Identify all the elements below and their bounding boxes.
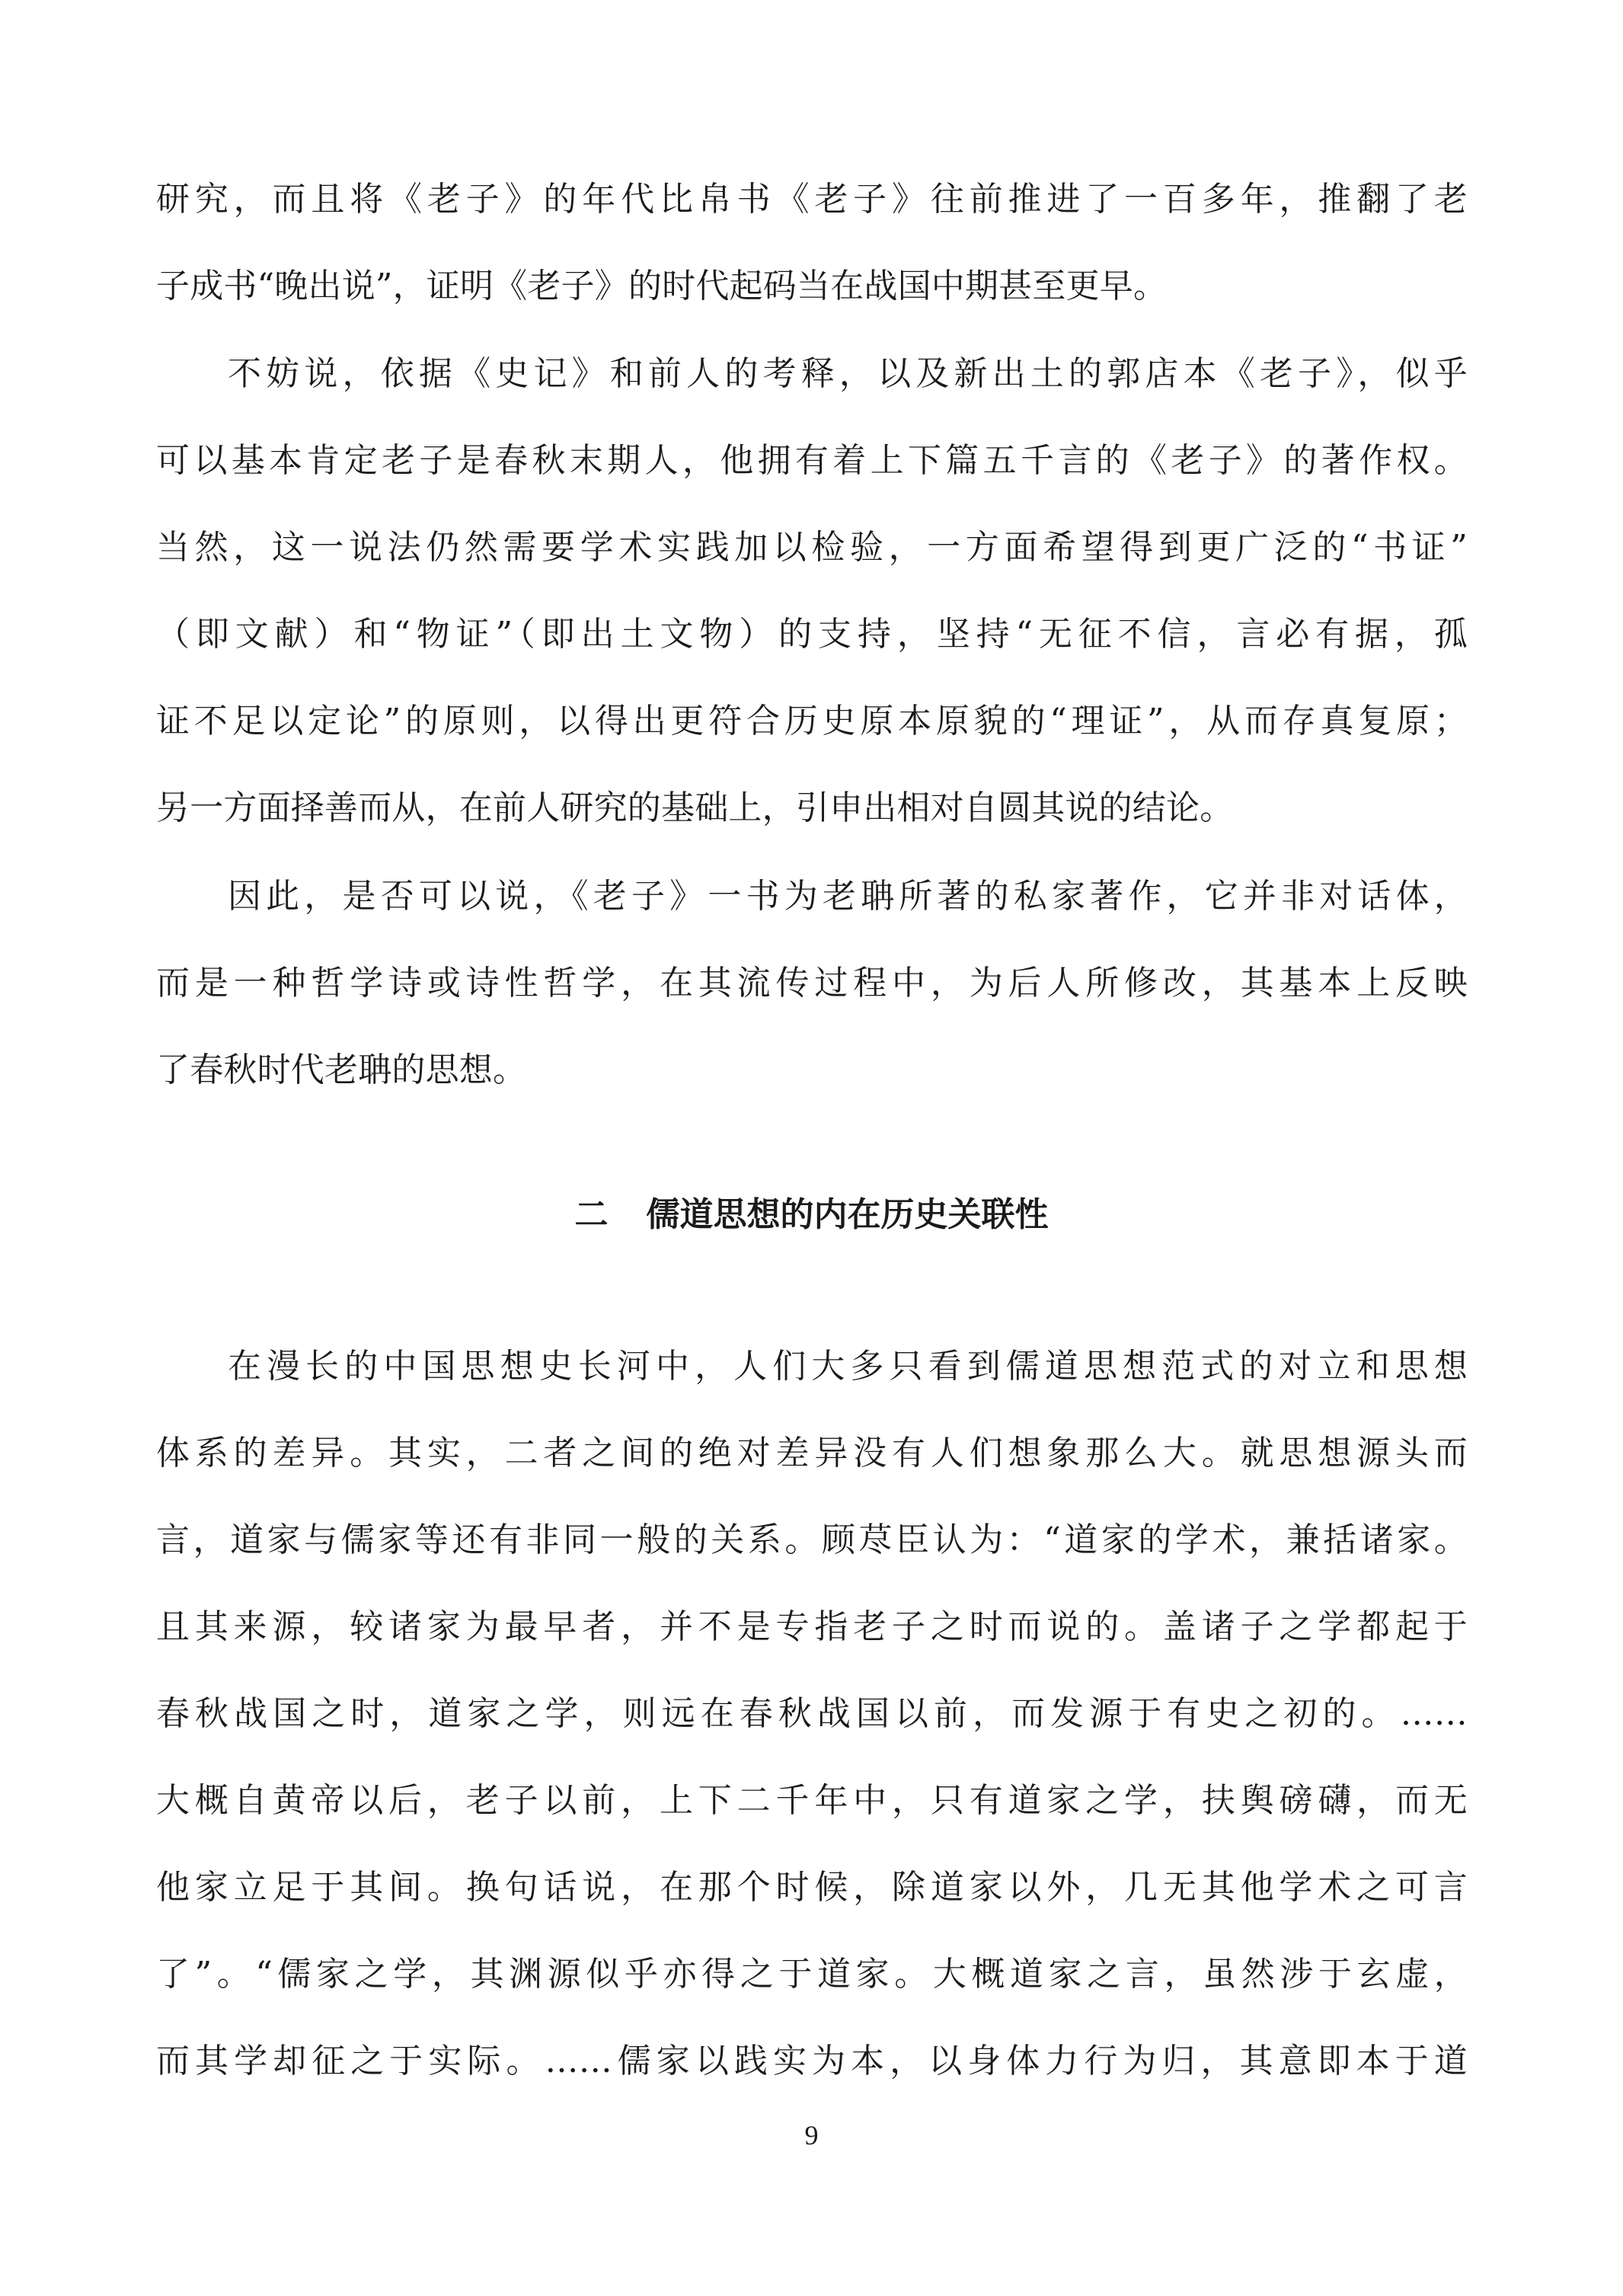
text-line: 大概自黄帝以后，老子以前，上下二千年中，只有道家之学，扶舆磅礴，而无 — [156, 1781, 1468, 1820]
text-line: 而其学却征之于实际。……儒家以践实为本，以身体力行为归，其意即本于道 — [156, 2042, 1468, 2080]
text-line: 而是一种哲学诗或诗性哲学，在其流传过程中，为后人所修改，其基本上反映 — [156, 964, 1468, 1003]
paragraph — [156, 1323, 1468, 2105]
text-line: 研究，而且将《老子》的年代比帛书《老子》往前推进了一百多年，推翻了老 — [156, 180, 1468, 219]
text-line: （即文献）和“物证”（即出土文物）的支持，坚持“无征不信，言必有据，孤 — [156, 615, 1468, 654]
text-line: 因此，是否可以说，《老子》一书为老聃所著的私家著作，它并非对话体， — [228, 877, 1468, 916]
text-line: 了春秋时代老聃的思想。 — [156, 1050, 527, 1089]
text-line: 可以基本肯定老子是春秋末期人，他拥有着上下篇五千言的《老子》的著作权。 — [156, 441, 1468, 480]
text-line: 在漫长的中国思想史长河中，人们大多只看到儒道思想范式的对立和思想 — [228, 1347, 1468, 1386]
paragraph — [156, 853, 1468, 1114]
text-line: 另一方面择善而从，在前人研究的基础上，引申出相对自圆其说的结论。 — [156, 788, 1234, 827]
text-line: 了”。“儒家之学，其渊源似乎亦得之于道家。大概道家之言，虽然涉于玄虚， — [156, 1955, 1468, 1994]
section-heading — [0, 1185, 1623, 1246]
text-line: 春秋战国之时，道家之学，则远在春秋战国以前，而发源于有史之初的。…… — [156, 1694, 1468, 1733]
text-line: 证不足以定论”的原则，以得出更符合历史原本原貌的“理证”，从而存真复原； — [156, 702, 1468, 740]
text-line: 且其来源，较诸家为最早者，并不是专指老子之时而说的。盖诸子之学都起于 — [156, 1607, 1468, 1646]
text-line: 子成书“晚出说”，证明《老子》的时代起码当在战国中期甚至更早。 — [156, 267, 1168, 305]
section-title: 儒道思想的内在历史关联性 — [646, 1195, 1049, 1234]
text-line: 不妨说，依据《史记》和前人的考释，以及新出土的郭店本《老子》，似乎 — [228, 354, 1468, 393]
page-number: 9 — [804, 2120, 819, 2151]
text-line: 当然，这一说法仍然需要学术实践加以检验，一方面希望得到更广泛的“书证” — [156, 528, 1468, 567]
text-line: 言，道家与儒家等还有非同一般的关系。顾荩臣认为：“道家的学术，兼括诸家。 — [156, 1521, 1468, 1559]
paragraph — [156, 331, 1468, 852]
text-line: 他家立足于其间。换句话说，在那个时候，除道家以外，几无其他学术之可言 — [156, 1868, 1468, 1907]
section-number: 二 — [574, 1195, 609, 1234]
text-line: 体系的差异。其实，二者之间的绝对差异没有人们想象那么大。就思想源头而 — [156, 1434, 1468, 1473]
paragraph-continuation — [156, 156, 1468, 330]
